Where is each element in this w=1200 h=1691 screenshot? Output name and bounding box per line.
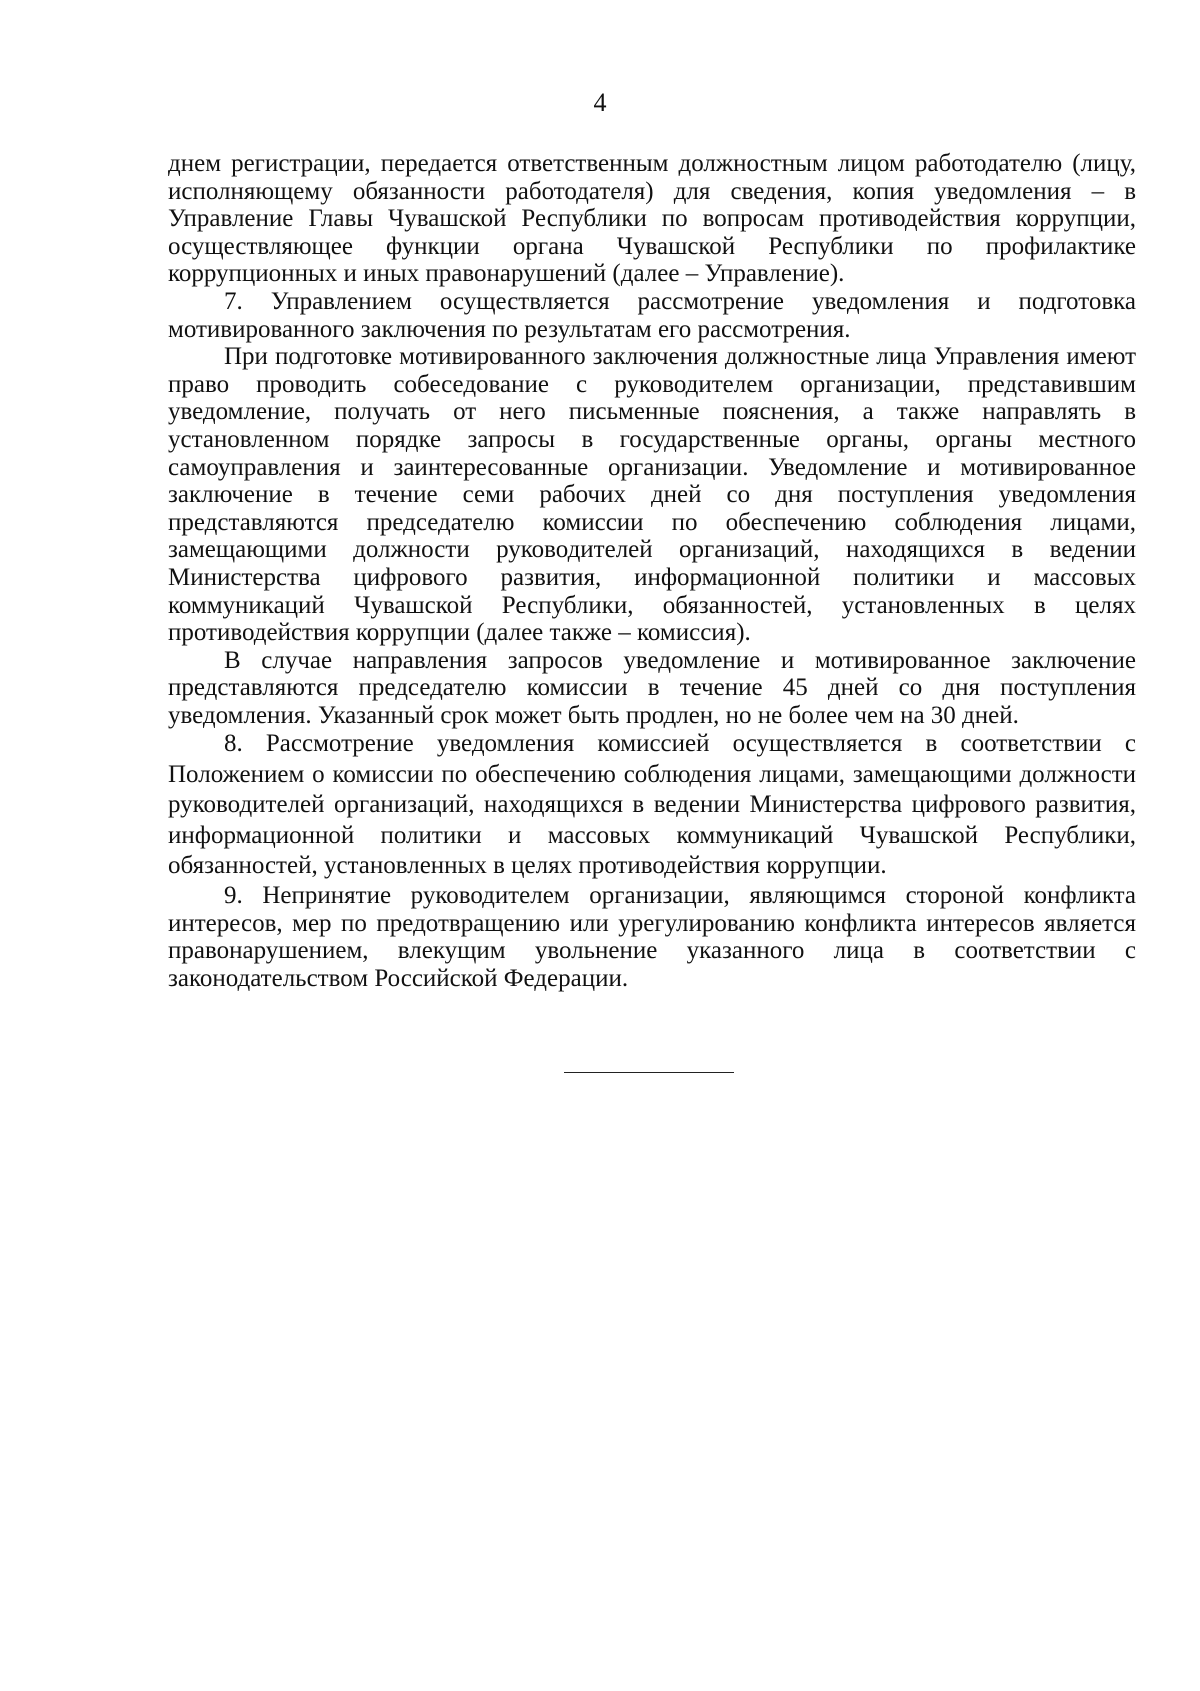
paragraph-continuation: днем регистрации, передается ответственным должностным лицом работодателю (лицу, исполняющему обязанности работодателя) для сведения, копия уведомления – в Управление Главы Чувашской Республики по вопросам противодействия коррупции, осуществляющее функции органа Чувашской Республики по профилактике коррупционных и иных правонарушений (далее – Управление).	[168, 150, 1136, 288]
page-number: 4	[593, 88, 607, 117]
paragraph-item-7: 7. Управлением осуществляется рассмотрение уведомления и подготовка мотивированного заключения по результатам его рассмотрения.	[168, 287, 1136, 343]
end-of-document-rule	[564, 1072, 734, 1073]
paragraph-item-7-details: При подготовке мотивированного заключения должностные лица Управления имеют право проводить собеседование с руководителем организации, представившим уведомление, получать от него письменные пояснения, а также направлять в установленном порядке запросы в государственные органы, органы местного самоуправления и заинтересованные организации. Уведомление и мотивированное заключение в течение семи рабочих дней со дня поступления уведомления представляются председателю комиссии по обеспечению соблюдения лицами, замещающими должности руководителей организаций, находящихся в ведении Министерства цифрового развития, информационной политики и массовых коммуникаций Чувашской Республики, обязанностей, установленных в целях противодействия коррупции (далее также – комиссия).	[168, 343, 1136, 647]
paragraph-item-7-deadline: В случае направления запросов уведомление и мотивированное заключение представляются председателю комиссии в течение 45 дней со дня поступления уведомления. Указанный срок может быть продлен, но не более чем на 30 дней.	[168, 646, 1136, 729]
paragraph-item-9: 9. Непринятие руководителем организации, являющимся стороной конфликта интересов, мер по предотвращению или урегулированию конфликта интересов является правонарушением, влекущим увольнение указанного лица в соответствии с законодательством Российской Федерации.	[168, 881, 1136, 992]
document-body	[168, 150, 1136, 992]
paragraph-item-8: 8. Рассмотрение уведомления комиссией осуществляется в соответствии с Положением о комиссии по обеспечению соблюдения лицами, замещающими должности руководителей организаций, находящихся в ведении Министерства цифрового развития, информационной политики и массовых коммуникаций Чувашской Республики, обязанностей, установленных в целях противодействия коррупции.	[168, 730, 1136, 880]
